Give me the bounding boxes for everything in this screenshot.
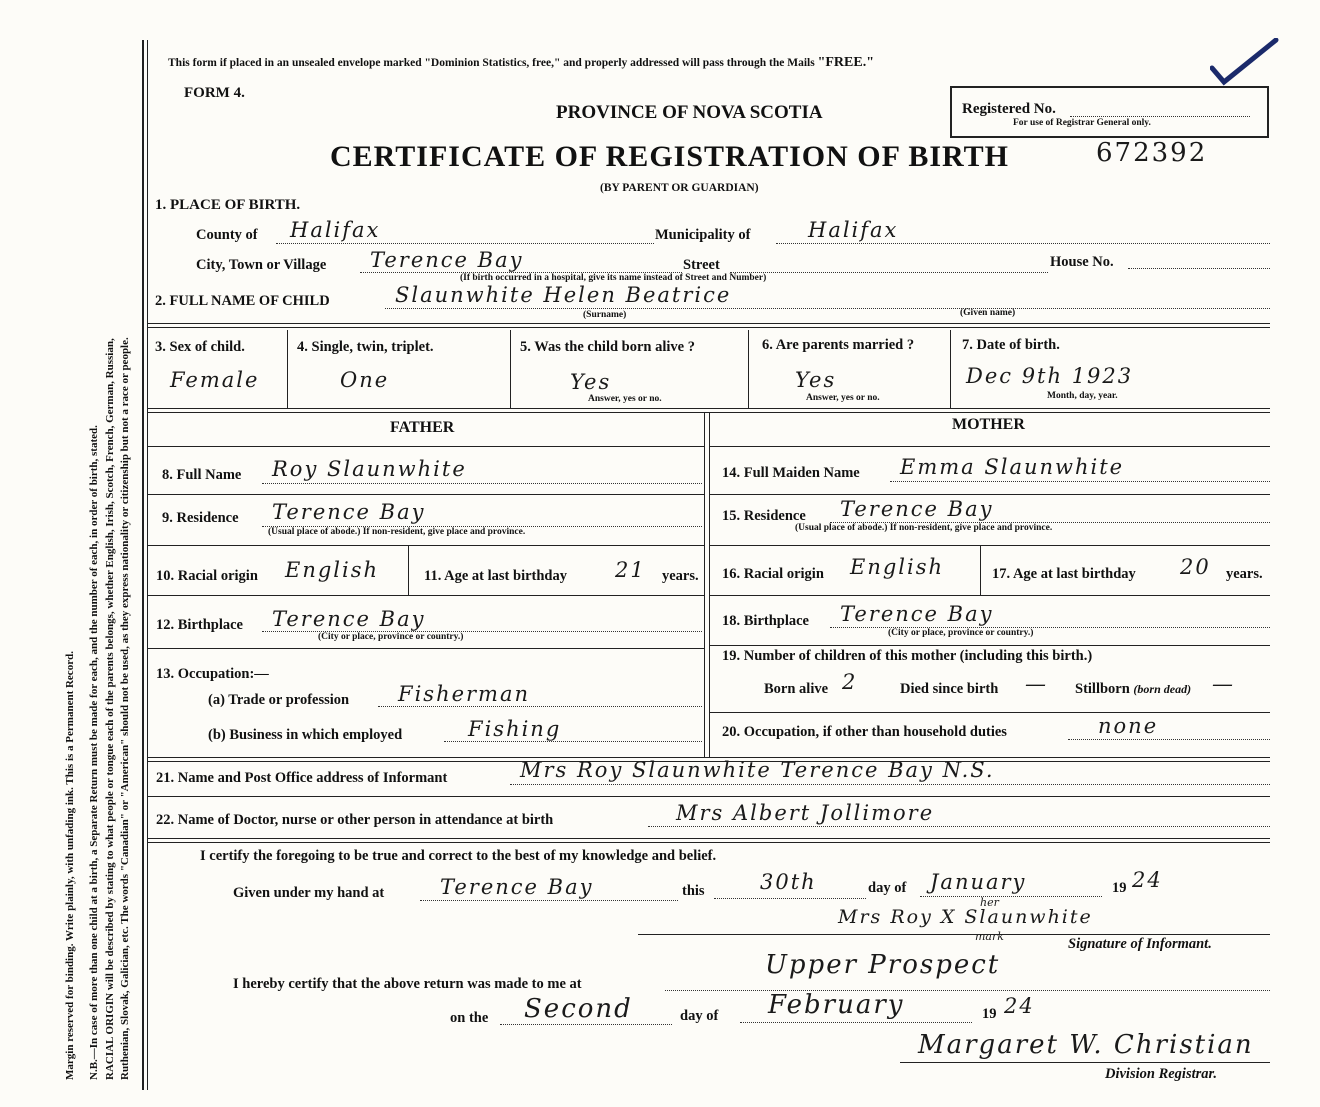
registrar-signature: Margaret W. Christian	[918, 1030, 1254, 1060]
registrar-place: Upper Prospect	[765, 950, 1001, 980]
father-age-value: 21	[615, 558, 646, 582]
her-mark-above: her	[980, 896, 999, 909]
given-label: Given under my hand at	[233, 885, 385, 901]
given-day: 30th	[760, 870, 817, 894]
father-rule-b	[148, 545, 704, 546]
trade-value: Fisherman	[398, 682, 531, 706]
informant-value: Mrs Roy Slaunwhite Terence Bay N.S.	[520, 758, 995, 782]
mother-rule-e	[709, 712, 1270, 713]
father-name-line	[262, 483, 702, 484]
mother-years: years.	[1226, 566, 1263, 582]
rule-3l	[148, 446, 704, 447]
married-value: Yes	[795, 368, 837, 392]
side-note-multiple-births: N.B.—In case of more than one child at a birth, a Separate Return must be made for each, and the number of each, in order of birth, stated.	[88, 425, 100, 1080]
mother-name-line	[890, 481, 1270, 482]
side-note-racial-origin-1: RACIAL ORIGIN will be described by stating to what people or tongue each of the parents belongs, whether English, Irish, Scotch, French, German, Russian,	[104, 338, 116, 1080]
dob-label: 7. Date of birth.	[962, 337, 1060, 353]
place-of-birth-label: 1. PLACE OF BIRTH.	[155, 197, 301, 213]
municipality-label: Municipality of	[655, 227, 751, 243]
col-div-2	[510, 330, 511, 408]
mother-heading: MOTHER	[952, 416, 1025, 433]
rule-3r	[709, 446, 1270, 447]
certificate-subtitle: (BY PARENT OR GUARDIAN)	[600, 182, 759, 194]
father-residence-note: (Usual place of abode.) If non-resident, give place and province.	[268, 527, 526, 537]
dob-value: Dec 9th 1923	[966, 364, 1134, 388]
side-note-racial-origin-2: Ruthenian, Slovak, Galician, etc. The words "Canadian" or "American" should not be used, as they express nationality or citizenship but not a race or people.	[119, 337, 131, 1080]
child-name-line	[385, 308, 1270, 309]
registrar-day: Second	[524, 994, 633, 1024]
children-label: 19. Number of children of this mother (including this birth.)	[722, 648, 1093, 664]
father-race-value: English	[285, 558, 380, 582]
informant-signature: Mrs Roy X Slaunwhite	[838, 906, 1093, 928]
mother-col-div	[980, 545, 981, 595]
mother-occupation-label: 20. Occupation, if other than household duties	[722, 724, 1007, 740]
county-line	[276, 243, 654, 244]
business-line	[444, 741, 702, 742]
left-border	[142, 40, 144, 1090]
mother-rule-c	[709, 595, 1270, 596]
postal-note: This form if placed in an unsealed envelope marked "Dominion Statistics, free," and properly addressed will pass through the Mails "FREE."	[168, 55, 874, 70]
certificate-number: 672392	[1096, 138, 1208, 168]
doctor-value: Mrs Albert Jollimore	[676, 801, 935, 825]
rule-1	[148, 323, 1270, 324]
father-heading: FATHER	[390, 419, 455, 436]
county-value: Halifax	[290, 218, 381, 242]
born-alive-value: 2	[842, 670, 858, 694]
house-label: House No.	[1050, 254, 1114, 270]
given-month: January	[930, 870, 1027, 894]
municipality-value: Halifax	[808, 218, 899, 242]
given-name-note: (Given name)	[960, 308, 1016, 318]
father-age-label: 11. Age at last birthday	[424, 568, 567, 584]
father-years: years.	[662, 568, 699, 584]
mother-name-value: Emma Slaunwhite	[900, 455, 1125, 479]
rule-1b	[148, 327, 1270, 328]
trade-label: (a) Trade or profession	[208, 692, 350, 708]
father-birthplace-label: 12. Birthplace	[156, 617, 243, 633]
mother-residence-value: Terence Bay	[840, 497, 994, 521]
col-div-4	[950, 330, 951, 408]
reg-year-prefix: 19	[982, 1006, 997, 1022]
hereby-text: I hereby certify that the above return was made to me at	[233, 976, 582, 992]
registrar-label: Division Registrar.	[1105, 1066, 1217, 1082]
surname-note: (Surname)	[583, 310, 627, 320]
mother-race-value: English	[850, 555, 945, 579]
mother-age-value: 20	[1180, 555, 1211, 579]
alive-note: Answer, yes or no.	[588, 394, 662, 404]
married-label: 6. Are parents married ?	[762, 337, 915, 353]
given-place-line	[420, 900, 678, 901]
given-place: Terence Bay	[440, 875, 594, 899]
registrar-day-line	[500, 1024, 672, 1025]
trade-line	[378, 706, 702, 707]
informant-line	[510, 784, 1270, 785]
alive-label: 5. Was the child born alive ?	[520, 339, 695, 355]
hospital-note: (If birth occurred in a hospital, give its name instead of Street and Number)	[460, 273, 767, 283]
occupation-label: 13. Occupation:—	[156, 666, 269, 682]
died-value: —	[1025, 672, 1048, 696]
form-number: FORM 4.	[184, 85, 245, 101]
rule-2	[148, 408, 1270, 409]
father-rule-c	[148, 595, 704, 596]
certificate-title: CERTIFICATE OF REGISTRATION OF BIRTH	[330, 140, 1009, 173]
reg-year: 24	[1004, 994, 1035, 1018]
alive-value: Yes	[570, 370, 612, 394]
father-residence-label: 9. Residence	[162, 510, 239, 526]
married-note: Answer, yes or no.	[806, 393, 880, 403]
registrar-month: February	[768, 990, 905, 1020]
died-label: Died since birth	[900, 681, 999, 697]
registrar-signature-line	[900, 1062, 1270, 1063]
informant-label: 21. Name and Post Office address of Informant	[156, 770, 448, 786]
center-divider-b	[709, 412, 710, 757]
house-line	[1128, 268, 1270, 269]
business-label: (b) Business in which employed	[208, 727, 403, 743]
left-border-inner	[147, 40, 148, 1090]
mother-birthplace-value: Terence Bay	[840, 602, 994, 626]
rule-5	[148, 796, 1270, 797]
center-divider	[704, 412, 705, 757]
father-birthplace-value: Terence Bay	[272, 607, 426, 631]
mother-birthplace-note: (City or place, province or country.)	[888, 628, 1034, 638]
born-alive-label: Born alive	[764, 681, 829, 697]
business-value: Fishing	[468, 717, 562, 741]
registered-label: Registered No.	[962, 101, 1056, 117]
given-year-prefix: 19	[1112, 880, 1127, 896]
single-label: 4. Single, twin, triplet.	[297, 339, 434, 355]
father-name-label: 8. Full Name	[162, 467, 242, 483]
sex-label: 3. Sex of child.	[155, 339, 245, 355]
city-value: Terence Bay	[370, 248, 524, 272]
given-day-line	[714, 898, 866, 899]
street-line	[730, 272, 1048, 273]
street-label: Street	[683, 257, 720, 273]
municipality-line	[776, 243, 1270, 244]
signature-label: Signature of Informant.	[1068, 936, 1212, 952]
mother-rule-d	[709, 645, 1270, 646]
certify-text: I certify the foregoing to be true and correct to the best of my knowledge and belief.	[200, 848, 717, 864]
mother-residence-note: (Usual place of abode.) If non-resident, give place and province.	[795, 523, 1053, 533]
registrar-month-line	[740, 1022, 972, 1023]
on-the-label: on the	[450, 1010, 489, 1026]
child-name-label: 2. FULL NAME OF CHILD	[155, 293, 330, 309]
father-rule-a	[148, 494, 704, 495]
doctor-label: 22. Name of Doctor, nurse or other person in attendance at birth	[156, 812, 554, 828]
check-mark-icon	[1210, 38, 1280, 92]
given-year: 24	[1132, 868, 1163, 892]
reg-day-of-label: day of	[680, 1008, 719, 1024]
signature-line	[638, 934, 1270, 935]
father-birthplace-note: (City or place, province or country.)	[318, 632, 464, 642]
province-heading: PROVINCE OF NOVA SCOTIA	[556, 102, 823, 123]
rule-6b	[148, 842, 1270, 843]
mother-rule-b	[709, 545, 1270, 546]
county-label: County of	[196, 227, 258, 243]
stillborn-label: Stillborn (born dead)	[1075, 681, 1192, 697]
mother-race-label: 16. Racial origin	[722, 566, 824, 582]
mother-name-label: 14. Full Maiden Name	[722, 465, 860, 481]
col-div-3	[748, 330, 749, 408]
side-note-binding: Margin reserved for binding. Write plainly, with unfading ink. This is a Permanent Record.	[64, 651, 76, 1080]
her-mark-below: mark	[975, 930, 1004, 943]
doctor-line	[648, 826, 1270, 827]
given-month-line	[920, 896, 1102, 897]
dob-note: Month, day, year.	[1047, 391, 1118, 401]
day-of-label: day of	[868, 880, 907, 896]
mother-age-label: 17. Age at last birthday	[992, 566, 1136, 582]
sex-value: Female	[170, 368, 260, 392]
father-col-div	[408, 545, 409, 595]
father-race-label: 10. Racial origin	[156, 568, 258, 584]
father-name-value: Roy Slaunwhite	[272, 457, 467, 481]
rule-6	[148, 838, 1270, 839]
mother-rule-a	[709, 494, 1270, 495]
single-value: One	[340, 368, 390, 392]
city-label: City, Town or Village	[196, 257, 327, 273]
mother-birthplace-label: 18. Birthplace	[722, 613, 809, 629]
registered-line	[1070, 116, 1250, 117]
father-residence-value: Terence Bay	[272, 500, 426, 524]
father-rule-d	[148, 648, 704, 649]
mother-occupation-line	[1068, 739, 1270, 740]
stillborn-value: —	[1212, 672, 1235, 696]
child-name-value: Slaunwhite Helen Beatrice	[395, 283, 732, 307]
col-div-1	[287, 330, 288, 408]
this-label: this	[682, 883, 705, 899]
mother-occupation-value: none	[1098, 714, 1159, 738]
registered-note: For use of Registrar General only.	[1013, 118, 1151, 128]
mother-residence-label: 15. Residence	[722, 508, 806, 524]
registrar-place-line	[665, 990, 1270, 991]
